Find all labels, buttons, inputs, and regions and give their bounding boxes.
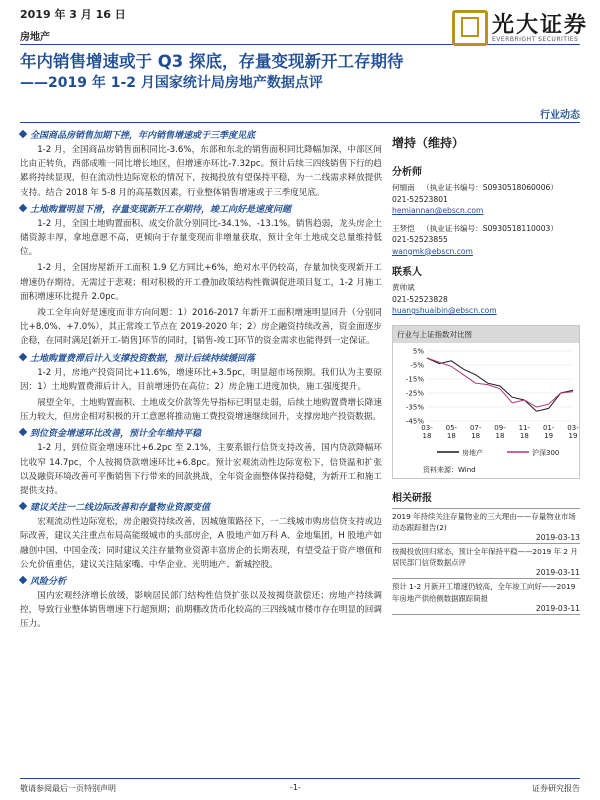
section-heading [20,128,382,141]
report-sector: 房地产 [20,32,50,43]
diamond-bullet-icon [19,204,27,212]
section-heading-text: 到位资金增速环比改善，预计全年维持平稳 [30,429,202,440]
body-paragraph: 1-2 月，全国土地购置面积、成交价款分别同比-34.1%、-13.1%。销售趋弱，龙头房企土储资源丰厚，拿地意愿不高，更倾向于存量变现而非增量获取，预计全年土地成交总量维持低位。 [20,218,382,258]
y-tick-label: -25% [405,389,424,397]
person-email[interactable]: wangmk@ebscn.com [392,246,473,256]
related-report-link[interactable]: 2019 年持续关注存量物业的三大理由——存量物业市场动态跟踪报告(2) [392,511,576,532]
header-divider [20,44,580,45]
section-heading-text: 全国商品房销售加期下挫，年内销售增速或于三季度见底 [30,131,256,141]
page-number: -1- [290,783,301,792]
footer [20,778,580,793]
sidebar [392,128,580,617]
x-tick-label: 19 [568,431,578,440]
x-tick-label: 18 [446,431,456,440]
x-tick-label: 01- [542,423,555,432]
person-phone: 021-52523801 [392,194,448,204]
body-paragraph: 展望全年，土地购置面积、土地成交价款等先导指标已明显走弱，后续土地购置费增长降速压力较大，但房企相对积极的开工意愿将推动施工费投资增速继续回升，支撑房地产投资数据。 [20,398,382,423]
diamond-bullet-icon [19,130,27,138]
person-phone: 021-52523828 [392,294,448,304]
x-tick-label: 09- [494,423,506,432]
x-tick-label: 07- [469,423,482,432]
diamond-bullet-icon [19,428,27,436]
title-divider [20,122,580,123]
main-content [20,128,382,634]
series-line-1 [427,358,573,407]
x-tick-label: 03- [567,423,579,432]
analyst-list [392,182,580,257]
contacts-entry [392,282,580,317]
section-heading [20,202,382,215]
report-title: 年内销售增速或于 Q3 探底，存量变现新开工存期待 [20,52,404,71]
analysts-entry [392,182,580,217]
comparison-chart [392,325,580,479]
body-paragraph: 国内宏观经济增长放缓，影响居民部门结构性信贷扩张以及按揭贷款偿还；房地产持续调控，导致行业整体销售增速下行超预期；前期棚改货币化较高的三四线城市楼市存在明显的回调压力。 [20,591,382,630]
related-report-date: 2019-03-11 [392,604,580,615]
y-tick-label: -5% [410,361,424,369]
related-heading: 相关研报 [392,492,432,504]
rating: 增持（维持） [392,136,465,150]
logo-seal-icon [452,10,488,46]
section-heading [20,500,382,513]
body-paragraph: 1-2 月，全国房屋新开工面积 1.9 亿方同比+6%，绝对水平仍较高，存量加快变现新开工增速仍存期待，无需过于悲观；相对积极的开工叠加政策结构性微调促进项目复工，1-2 月施工面积增速环比提升 2.0pc。 [20,263,382,302]
cert-number: （执业证书编号：S0930518060006） [422,183,558,192]
section-heading-text: 土地购置费滞后计入支撑投资数据，预计后续持续缓回落 [30,353,256,364]
company-logo [452,10,592,44]
x-tick-label: 18 [422,431,432,440]
body-paragraph: 竣工全年向好是速度而非方向问题：1）2016-2017 年新开工面积增速明显回升（分别同比+8.0%、+7.0%），其正常竣工节点在 2019-2020 年；2）房企融资持续改善，资金面逐步企稳，在同时满足[新开工-销售]环节的同时，[销售-竣工]环节的资金需求也能得到一定保证。 [20,308,382,347]
footer-label: 证券研究报告 [532,784,580,793]
x-tick-label: 18 [471,431,481,440]
section-heading [20,574,382,587]
x-tick-label: 19 [544,431,554,440]
y-tick-label: -45% [405,417,424,425]
chart-source: 资料来源：Wind [423,465,476,474]
logo-subtext: EVERBRIGHT SECURITIES [492,36,579,43]
footer-disclaimer: 敬请参阅最后一页特别声明 [20,784,116,793]
body-paragraph: 1-2 月，房地产投资同比+11.6%，增速环比+3.5pc，明显超市场预期。我们认为主要原因：1）土地购置费滞后计入，目前增速仍在高位；2）房企施工进度加快，施工强度提升。 [20,367,382,392]
body-paragraph: 宏观流动性边际宽松，房企融资持续改善，因城施策路径下，一二线城市购房信贷支持或边际改善，建议关注重点布局高能级城市的头部房企，A 股地产如万科 A、金地集团，H 股地产如融创中国、中国金茂；同时建议关注存量物业资源丰富房企的长期表现，有望受益于资产增值和公允价值重估，建议关注陆家嘴、中华企业、光明地产、新城控股。 [20,517,382,570]
section-heading [20,351,382,364]
report-type-tag: 行业动态 [540,110,580,121]
person-name: 何缅南 [392,183,415,192]
person-name: 黄帅斌 [392,283,415,292]
diamond-bullet-icon [19,576,27,584]
related-list [392,508,580,615]
analysts-entry [392,223,580,258]
legend-label: 沪深300 [532,448,560,457]
person-email[interactable]: hemiannan@ebscn.com [392,206,484,215]
x-tick-label: 05- [445,423,458,432]
contacts-heading: 联系人 [392,267,422,278]
body-paragraph: 1-2 月，全国商品房销售面积同比-3.6%，东部和东北的销售面积同比降幅加深，中部区间比由正转负，西部成唯一同比增长地区，但增速亦环比-7.32pc。预计后续三四线销售下行的趋累将持续显现，但在流动性边际宽松的情况下，按揭投放有望保持平稳，为一二线需求释放提供支持。结合 2018 年 5-8 月的高基数因素，行业整体销售增速或于三季度见底。 [20,145,382,198]
x-tick-label: 18 [495,431,505,440]
section-heading-text: 风险分析 [30,577,67,588]
report-date: 2019 年 3 月 16 日 [20,8,126,21]
section-heading-text: 土地购置明显下滑，存量变现新开工存期待，竣工向好是速度问题 [30,204,292,215]
body-paragraph: 1-2 月，到位资金增速环比+6.2pc 至 2.1%，主要系银行信贷支持改善，国内贷款降幅环比收窄 14.7pc，个人按揭贷款增速环比+6.8pc。预计宏观流动性边际宽松下，信贷温和扩张以及融资环境改善可平衡销售下行带来的回款挑战，全年资金面整体保持稳健，为新开工和施工提供支持。 [20,443,382,497]
person-phone: 021-52523855 [392,235,448,244]
person-name: 王梦恺 [392,223,415,233]
section-heading [20,426,382,439]
related-report-date: 2019-03-13 [392,533,580,544]
x-tick-label: 03- [421,423,433,432]
report-subtitle: ——2019 年 1-2 月国家统计局房地产数据点评 [20,75,323,91]
related-report-date: 2019-03-11 [392,568,580,579]
x-tick-label: 18 [519,431,529,440]
person-email[interactable]: huangshuaibin@ebscn.com [392,306,497,315]
contact-list [392,282,580,317]
x-tick-label: 11- [518,423,531,432]
chart-title: 行业与上证指数对比图 [393,326,579,343]
y-tick-label: 5% [412,347,424,355]
related-report-link[interactable]: 按揭投放回归常态，预计全年保持平稳——2019 年 2 月居民部门信贷数据点评 [392,546,578,568]
diamond-bullet-icon [19,502,27,510]
diamond-bullet-icon [19,352,27,360]
analysts-heading: 分析师 [392,167,422,178]
y-tick-label: -15% [405,375,424,383]
y-tick-label: -35% [405,403,424,411]
legend-label: 房地产 [462,448,483,457]
cert-number: （执业证书编号：S0930518110003） [422,223,558,233]
section-heading-text: 建议关注一二线边际改善和存量物业资源变值 [30,503,211,514]
chart-svg [393,343,579,461]
logo-text: 光大证券 [492,13,589,38]
related-report-link[interactable]: 预计 1-2 月新开工增速仍较高，全年竣工向好——2019 年房地产供给侧数据跟踪简报 [392,582,576,603]
